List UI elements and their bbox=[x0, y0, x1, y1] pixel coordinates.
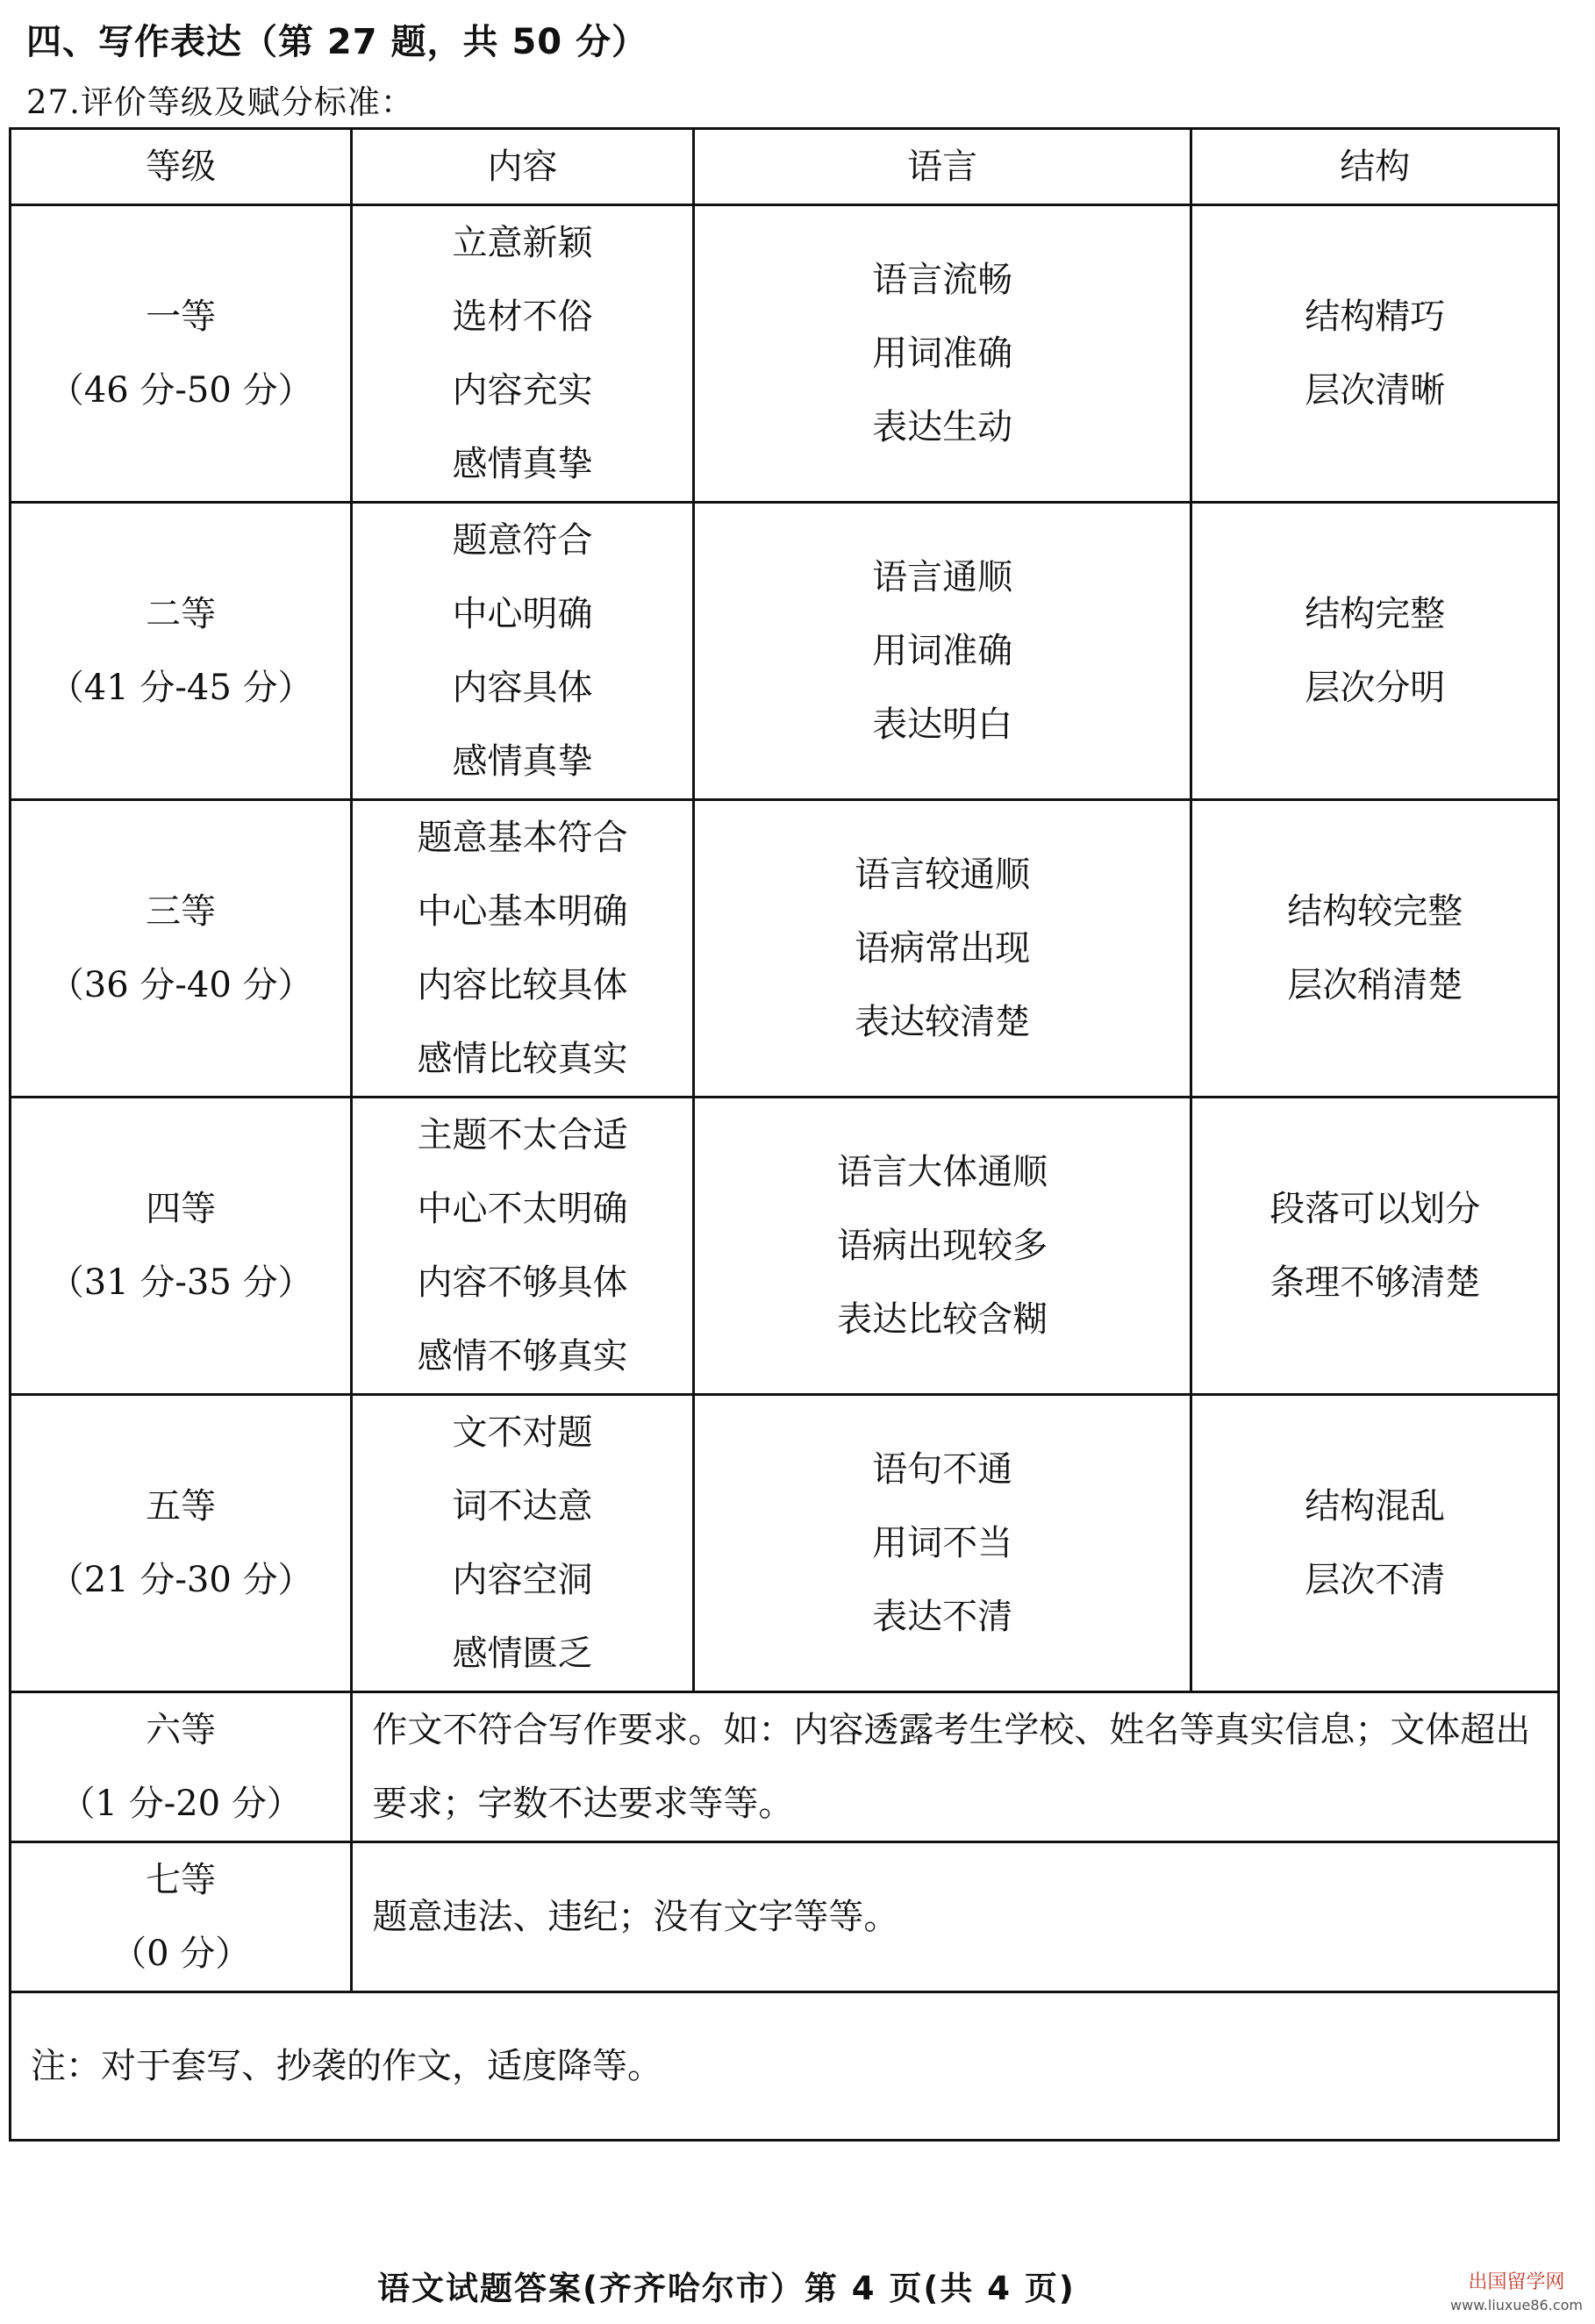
structure-item: 层次不清 bbox=[1305, 1560, 1446, 1600]
language-cell bbox=[693, 205, 1191, 503]
structure-item: 层次清晰 bbox=[1305, 370, 1446, 411]
content-cell bbox=[352, 503, 693, 800]
language-cell bbox=[693, 503, 1191, 800]
page-footer: 语文试题答案(齐齐哈尔市）第 4 页(共 4 页) bbox=[377, 2270, 1076, 2307]
header-language: 语言 bbox=[693, 129, 1191, 205]
content-item: 感情真挚 bbox=[452, 741, 593, 782]
language-item: 语言较通顺 bbox=[855, 855, 1031, 895]
header-content: 内容 bbox=[352, 129, 693, 205]
language-item: 用词不当 bbox=[872, 1523, 1013, 1563]
header-grade: 等级 bbox=[11, 129, 352, 205]
structure-cell bbox=[1191, 503, 1559, 800]
section-title: 四、写作表达（第 27 题，共 50 分） bbox=[26, 22, 648, 62]
watermark-url: www.liuxue86.com bbox=[1450, 2297, 1583, 2313]
content-item: 题意符合 bbox=[452, 520, 593, 561]
header-structure: 结构 bbox=[1191, 129, 1559, 205]
content-cell bbox=[352, 205, 693, 503]
content-item: 文不对题 bbox=[452, 1412, 593, 1453]
grade-name: 一等 bbox=[146, 297, 217, 337]
language-cell bbox=[693, 1395, 1191, 1692]
content-item: 内容具体 bbox=[452, 668, 593, 708]
grade-name: 三等 bbox=[146, 891, 217, 932]
table-row bbox=[11, 1098, 1559, 1395]
language-item: 表达生动 bbox=[872, 407, 1013, 447]
content-item: 感情比较真实 bbox=[417, 1039, 628, 1079]
grade-name: 七等 bbox=[146, 1860, 217, 1900]
grade-score: （0 分） bbox=[111, 1934, 251, 1974]
content-cell bbox=[352, 800, 693, 1098]
grade-cell bbox=[11, 1098, 352, 1395]
structure-item: 结构混乱 bbox=[1305, 1486, 1446, 1527]
grade-cell bbox=[11, 1395, 352, 1692]
content-item: 立意新颖 bbox=[452, 223, 593, 263]
content-item: 题意基本符合 bbox=[417, 818, 628, 858]
content-item: 中心基本明确 bbox=[417, 891, 628, 932]
structure-cell bbox=[1191, 205, 1559, 503]
structure-cell bbox=[1191, 1098, 1559, 1395]
language-item: 用词准确 bbox=[872, 631, 1013, 671]
structure-item: 层次稍清楚 bbox=[1287, 965, 1463, 1005]
content-item: 中心不太明确 bbox=[417, 1189, 628, 1229]
language-item: 语言通顺 bbox=[872, 557, 1013, 597]
watermark-site: 出国留学网 bbox=[1468, 2271, 1565, 2293]
structure-cell bbox=[1191, 1395, 1559, 1692]
content-item: 感情匮乏 bbox=[452, 1634, 593, 1674]
table-header-row bbox=[11, 129, 1559, 205]
content-cell bbox=[352, 1395, 693, 1692]
content-item: 感情真挚 bbox=[452, 444, 593, 484]
content-cell bbox=[352, 1098, 693, 1395]
table-row bbox=[11, 1842, 1559, 1992]
language-item: 表达明白 bbox=[872, 704, 1013, 745]
language-item: 表达比较含糊 bbox=[837, 1299, 1048, 1340]
content-item: 内容空洞 bbox=[452, 1560, 593, 1600]
grade-description: 作文不符合写作要求。如：内容透露考生学校、姓名等真实信息；文体超出要求；字数不达要求等等。 bbox=[352, 1692, 1559, 1842]
language-item: 表达不清 bbox=[872, 1597, 1013, 1637]
grade-score: （21 分-30 分） bbox=[48, 1560, 313, 1600]
content-item: 感情不够真实 bbox=[417, 1336, 628, 1377]
grade-score: （31 分-35 分） bbox=[48, 1262, 313, 1303]
grade-name: 六等 bbox=[146, 1710, 217, 1750]
grade-score: （46 分-50 分） bbox=[48, 370, 313, 411]
grading-table bbox=[9, 127, 1560, 2142]
language-item: 用词准确 bbox=[872, 333, 1013, 374]
language-cell bbox=[693, 800, 1191, 1098]
grade-description: 题意违法、违纪；没有文字等等。 bbox=[352, 1842, 1559, 1992]
grade-name: 五等 bbox=[146, 1486, 217, 1527]
table-row bbox=[11, 800, 1559, 1098]
grade-name: 二等 bbox=[146, 594, 217, 634]
grade-name: 四等 bbox=[146, 1189, 217, 1229]
language-item: 语句不通 bbox=[872, 1449, 1013, 1490]
content-item: 内容比较具体 bbox=[417, 965, 628, 1005]
structure-item: 结构完整 bbox=[1305, 594, 1446, 634]
table-row bbox=[11, 1692, 1559, 1842]
content-item: 选材不俗 bbox=[452, 297, 593, 337]
content-item: 主题不太合适 bbox=[417, 1115, 628, 1155]
language-cell bbox=[693, 1098, 1191, 1395]
watermark-logo bbox=[1450, 2271, 1583, 2317]
structure-item: 结构精巧 bbox=[1305, 297, 1446, 337]
structure-item: 段落可以划分 bbox=[1270, 1189, 1481, 1229]
grade-score: （36 分-40 分） bbox=[48, 965, 313, 1005]
table-row bbox=[11, 503, 1559, 800]
grade-score: （1 分-20 分） bbox=[60, 1784, 302, 1824]
content-item: 内容充实 bbox=[452, 370, 593, 411]
language-item: 表达较清楚 bbox=[855, 1002, 1031, 1042]
structure-item: 条理不够清楚 bbox=[1270, 1262, 1481, 1303]
question-subtitle: 27.评价等级及赋分标准： bbox=[26, 83, 414, 121]
table-row bbox=[11, 1395, 1559, 1692]
content-item: 中心明确 bbox=[452, 594, 593, 634]
structure-item: 结构较完整 bbox=[1287, 891, 1463, 932]
grade-score: （41 分-45 分） bbox=[48, 668, 313, 708]
grade-cell bbox=[11, 503, 352, 800]
table-row bbox=[11, 205, 1559, 503]
grade-cell bbox=[11, 1692, 352, 1842]
language-item: 语言大体通顺 bbox=[837, 1152, 1048, 1192]
language-item: 语病出现较多 bbox=[837, 1226, 1048, 1266]
grade-cell bbox=[11, 205, 352, 503]
note-row bbox=[11, 1992, 1559, 2141]
content-item: 词不达意 bbox=[452, 1486, 593, 1527]
structure-item: 层次分明 bbox=[1305, 668, 1446, 708]
language-item: 语言流畅 bbox=[872, 260, 1013, 300]
grade-cell bbox=[11, 1842, 352, 1992]
structure-cell bbox=[1191, 800, 1559, 1098]
note-text: 注：对于套写、抄袭的作文，适度降等。 bbox=[11, 1992, 1559, 2141]
grade-cell bbox=[11, 800, 352, 1098]
language-item: 语病常出现 bbox=[855, 928, 1031, 969]
content-item: 内容不够具体 bbox=[417, 1262, 628, 1303]
